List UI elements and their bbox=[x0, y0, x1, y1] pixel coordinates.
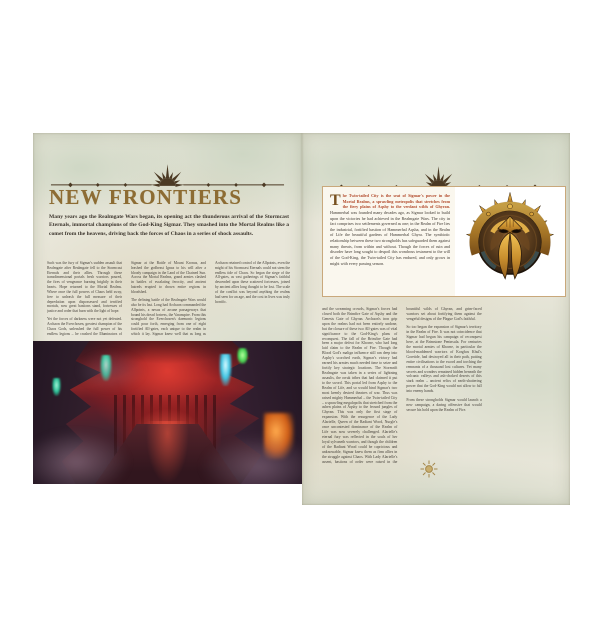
artwork-layer bbox=[219, 354, 232, 386]
intro-paragraph: Many years ago the Realmgate Wars began, its opening act the thunderous arrival of the Stormcast Eternals, immortal champions of the God-King Sigmar. They smashed into the Mortal Realms like a comet from the heavens, driving back the forces of Chaos in a series of shock assaults. bbox=[49, 214, 289, 237]
body-paragraph: Such was the fury of Sigmar's sudden assault that Realmgate after Realmgate fell to the Stormcast Eternals and their allies. Through these transdimensional portals fresh warriors poured, the fires of vengeance burning brightly in their hearts. Hope returned to the Mortal Realms. Where once the full powers of Chaos held sway, free to unleash the full measure of their depredation upon dispossessed and terrified mortals, now great bastions stand, fortresses of justice and order that burn with the light of hope. bbox=[47, 261, 122, 314]
emblem-panel bbox=[455, 187, 565, 296]
infobox-lead: he Twin-tailed City is the seat of Sigmar's power in the Mortal Realms, a sprawling metropolis that stretches from the fiery plains of Aqshy to the verdant wilds of Ghyran. bbox=[342, 193, 450, 210]
left-body-columns bbox=[47, 261, 290, 338]
artwork-layer bbox=[237, 348, 248, 364]
drop-cap: T bbox=[330, 192, 341, 209]
left-page bbox=[33, 133, 302, 484]
body-paragraph: So too began the expansion of Sigmar's territory in the Realm of Fire. It was not coincidence that Sigmar had begun his campaign of reconquest here, at the Brimstone Peninsula. For centuries the mortal armies of Khorne, in particular the blood-maddened warriors of Korghos Khul's Goretide, had destroyed all in their path, putting entire civilisations to the sword and torching the remnants of a thousand lost cultures. Yet many secrets and wonders remained hidden beneath the volcanic valleys and ash-choked deserts of this stark realm – ancient relics of earth-shattering power that the God-King would not allow to fall into enemy hands. bbox=[406, 325, 482, 394]
right-page bbox=[302, 133, 570, 505]
right-body-columns bbox=[322, 307, 566, 465]
hammerhal-infobox bbox=[322, 186, 566, 297]
body-paragraph: From these strongholds Sigmar would launch a new campaign, a daring offensive that would secure his hold upon the Realm of Fire. bbox=[406, 397, 482, 412]
sun-ornament-small-icon bbox=[418, 458, 440, 480]
hammerhal-mask-emblem-icon bbox=[462, 192, 558, 292]
artwork-layer bbox=[33, 430, 130, 484]
page-title: NEW FRONTIERS bbox=[49, 185, 243, 209]
artwork-layer bbox=[76, 350, 146, 393]
artwork-layer bbox=[200, 435, 302, 484]
body-paragraph: Yet the forces of darkness were not yet defeated. Archaon the Everchosen, greatest champion of the Chaos Gods, unleashed the full power of his endless legions – he crushed the Illuminators of Sigmar at the Battle of Mount Kronus, and leashed the godbeast Ignax to his will after a bloody campaign in the Land of the Chained Sun. Across the Mortal Realms, grand armies clashed in battles of escalating ferocity, and ancient hatreds erupted to drown entire regions in bloodshed. bbox=[47, 261, 206, 336]
body-paragraph: and the screaming crowds, Sigmar's forces had closed both the Brimfire Gate of Aqshy and the Genesis Gate of Ghyran. Archaon's iron grip upon the realms had not been entirely undone, but the closure of these two All-gates was of vital significance to the God-King's plans of reconquest. The fall of the Brimfire Gate had been a major defeat for Khorne, who had long laid claim to the Realm of Fire. Though the Blood God's malign influence still ran deep into Aqshy's scorched earth, Sigmar's victory had earned his armies much needed time to seize and fortify key strategic locations. The Stormrift Realmgate was taken in a series of lightning assaults, the orruk tribes that had claimed it put to the sword. This portal led from Aqshy to the Realm of Life, and so would bind Sigmar's two most keenly desired theatres of war. Thus was raised mighty Hammerhal – the Twin-tailed City – a sprawling megalopolis that stretched from the ashen plains of Aqshy to the fecund jungles of Ghyran. This was only the first stage of expansion. With the resurgence of the Lady Alarielle, Queen of the Radiant Wood, Nurgle's once uncontested dominance of the Realm of Life was now severely challenged. Alarielle's eternal fury was reflected in the souls of her loyal sylvaneth warriors, and though the children of the Radiant Wood could be capricious and unknowable, Sigmar knew them as firm allies in the struggle against Chaos. With Lady Alarielle's assent, bastions of order were raised in the bountiful wilds of Ghyran, and grim-faced warriors set about fortifying them against the vengeful designs of the Plague God's faithful. bbox=[322, 307, 482, 464]
infobox-body: Hammerhal was founded many decades ago, as Sigmar looked to build upon the victories he had achieved in the Realmgate Wars. The city in fact comprises two settlements governed as one; in the Realm of Fire lies the industrial, fortified bastion of Hammerhal Aqsha, and in the Realm of Life the beautiful gardens of Hammerhal Ghyra. The symbiotic relationship between these two strongholds has safeguarded them against many threats, from within and without. Though the forces of ruin and disorder have long sought to despoil this wondrous testament to the will of the God-King, the Twin-tailed City has endured, and only grows in might with every passing season. bbox=[330, 209, 450, 266]
chaos-citadel-artwork bbox=[33, 341, 302, 484]
infobox-text bbox=[323, 187, 455, 296]
body-paragraph: The defining battle of the Realmgate Wars would also be its last. Long had Archaon commanded the Allpoints, a nexus of arcane passageways that bound his dread fortress, the Varanspire. From this stronghold the Everchosen's daemonic legions could pour forth, emerging from one of eight fortified All-gates, each unique to the realm in which it lay. Sigmar knew well that as long as Archaon retained control of the Allpoints, even the might of his Stormcast Eternals could not stem the endless tide of Chaos. So began the siege of the All-gates, as vast gatherings of Sigmar's faithful descended upon these scattered fortresses, joined by ancient allies long thought to be lost. The scale of the conflict was beyond anything the realms had seen for an age, and the cost in lives was truly horrific. bbox=[131, 261, 290, 336]
artwork-layer bbox=[52, 378, 61, 396]
